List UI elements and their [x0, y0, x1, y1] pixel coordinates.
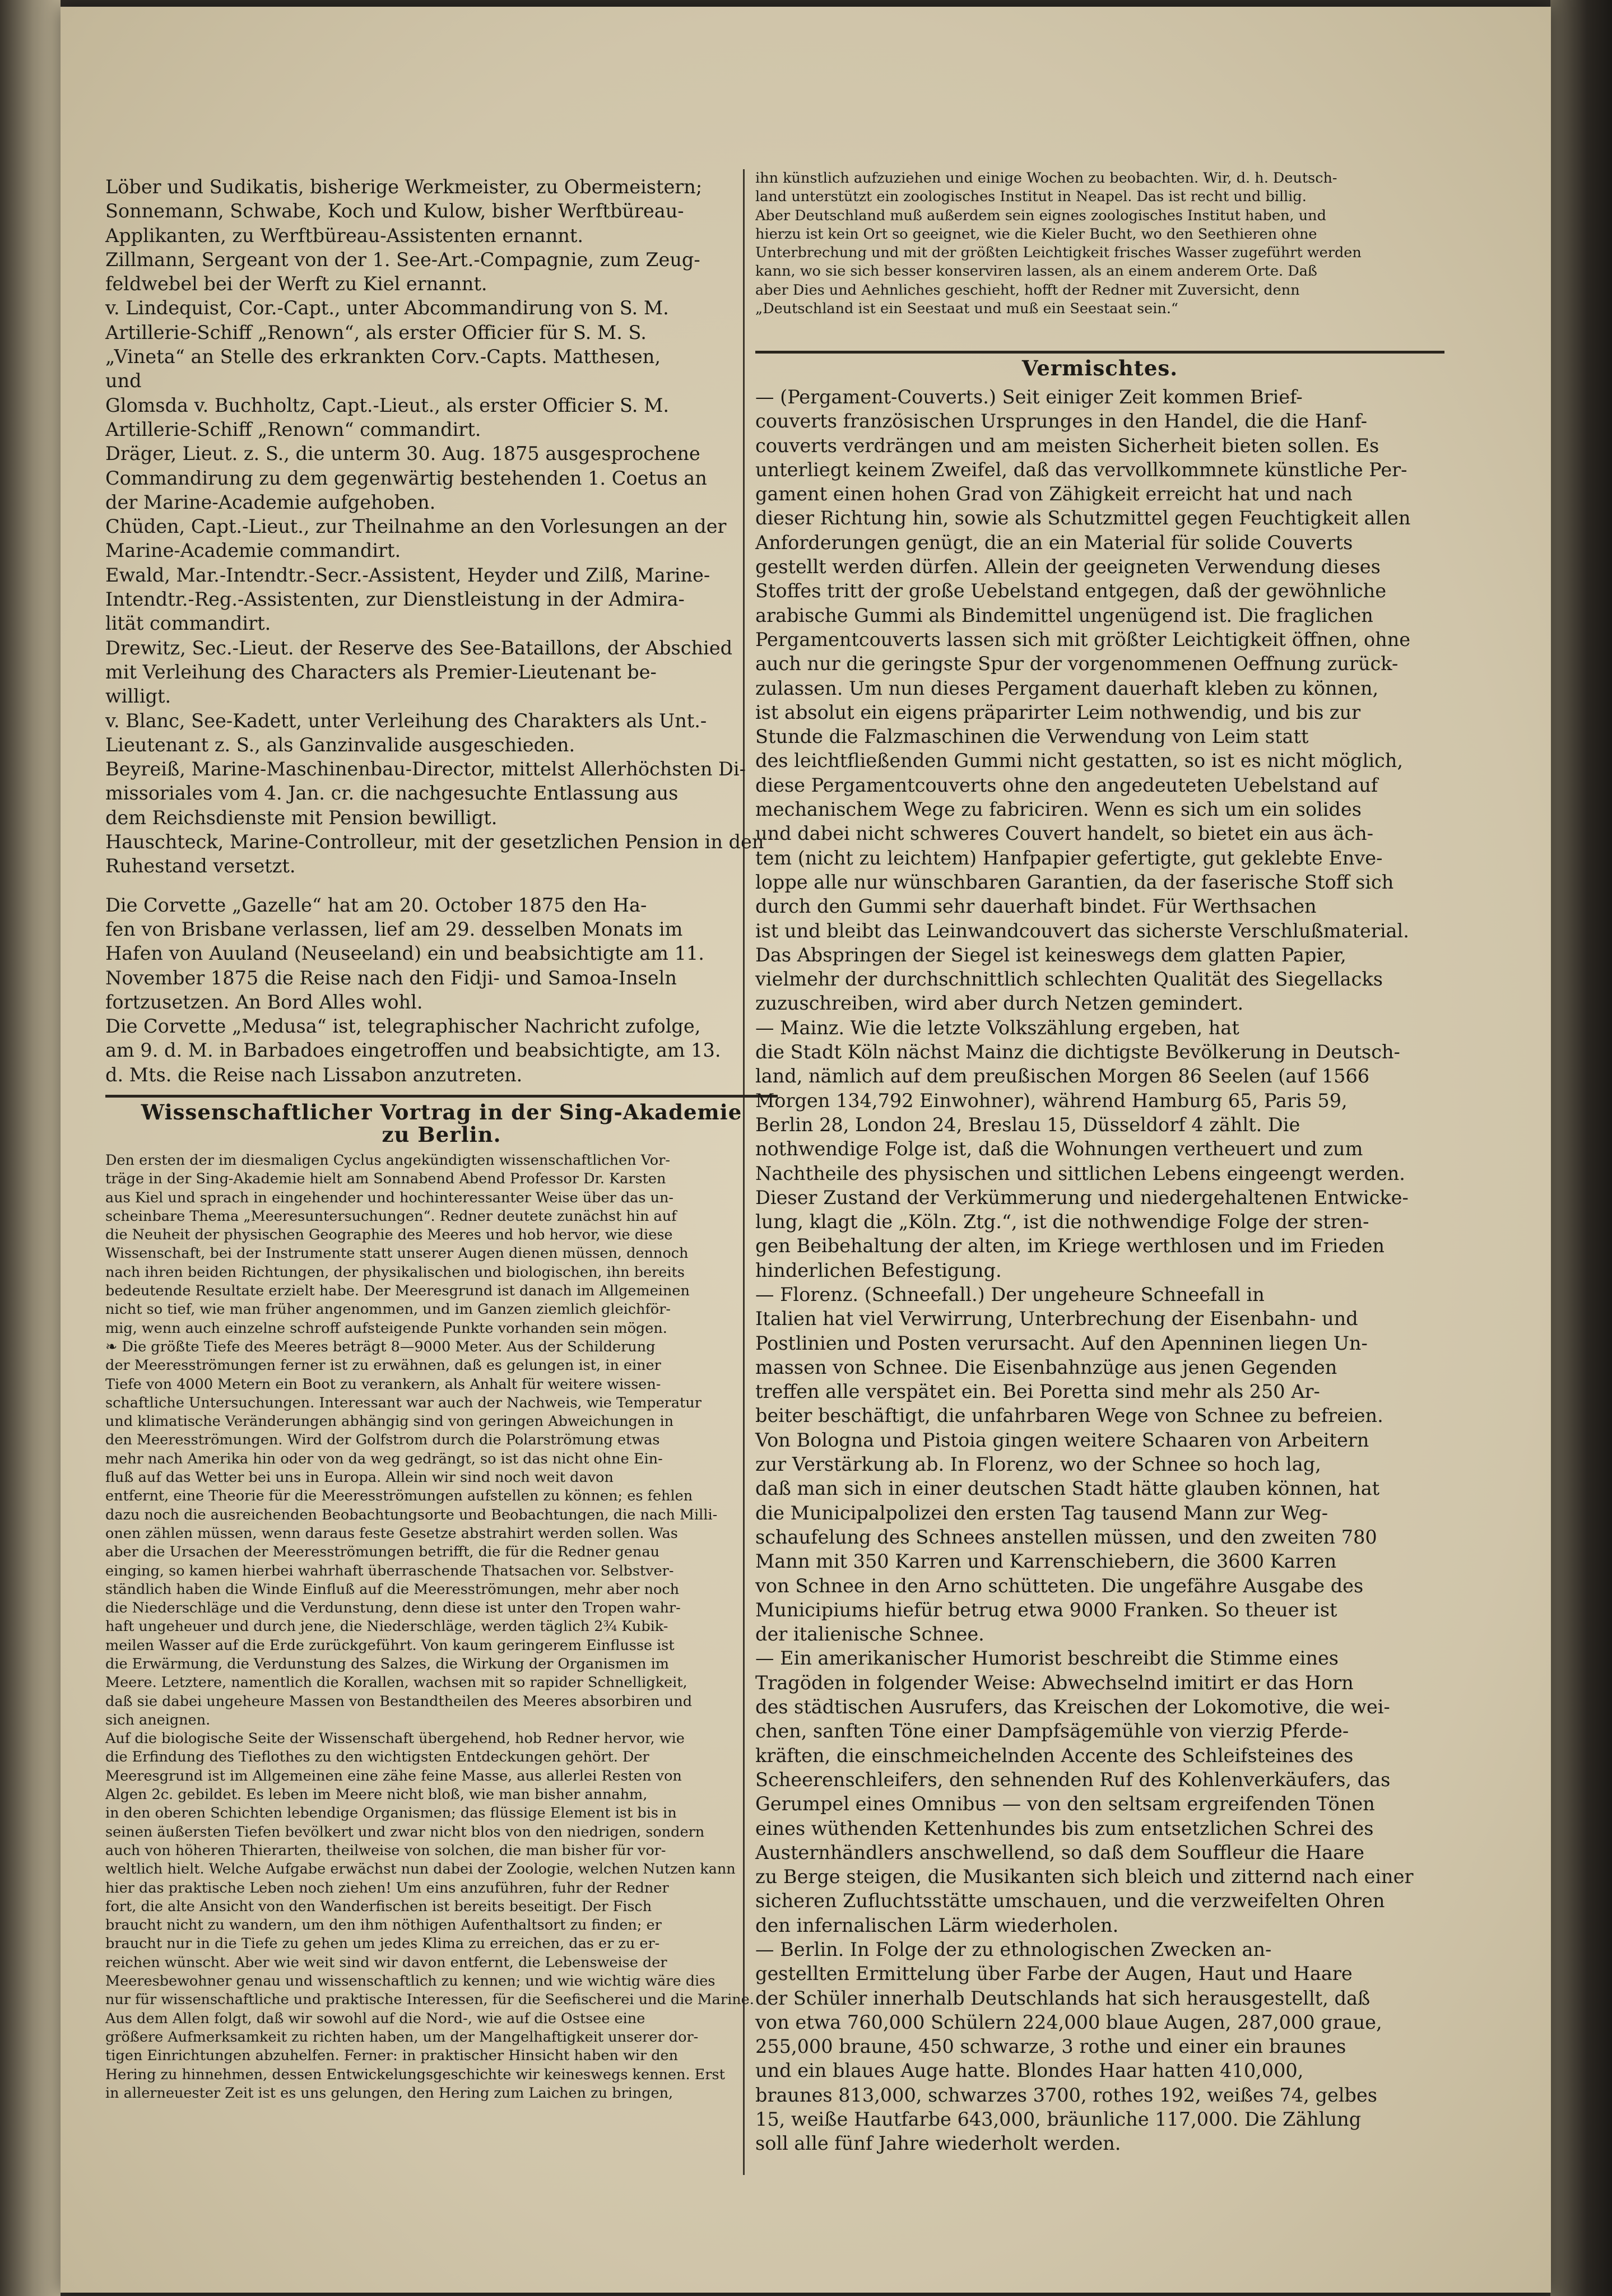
news-item: — Ein amerikanischer Humorist beschreibt die Stimme eines Tragöden in folgender Weise: Abwechselnd imitirt er das Horn des städtischen Ausrufers, das Kreischen der Lokomotive, die wei- chen, sanften Töne einer Dampfsägemühle von vierzig Pferde- kräften, die einschmeichelnden Accente des Schleifsteines des Scheerenschleifers, den sehnenden Ruf des Kohlenverkäufers, das Gerumpel eines Omnibus — von den seltsam ergreifenden Tönen eines wüthenden Kettenhundes bis zum entsetzlichen Schrei des Austernhändlers anschwellend, so daß dem Souffleur die Haare zu Berge steigen, die Musikanten sich bleich und zitternd nach einer sicheren Zufluchtsstätte umschauen, und die verzweifelten Ohren den infernalischen Lärm wiederholen. — [755, 1647, 1414, 1936]
appointment-entry: Sonnemann, Schwabe, Koch und Kulow, bisher Werftbüreau- Applikanten, zu Werftbüreau-Assistenten ernannt. — [105, 200, 684, 247]
appointment-entry: Beyreiß, Marine-Maschinenbau-Director, mittelst Allerhöchsten Di- missoriales vom 4. Jan. cr. die nachgesuchte Entlassung aus dem Reichsdienste mit Pension bewilligt. — [105, 758, 746, 829]
book-edge — [1550, 0, 1612, 2296]
news-item: — (Pergament-Couverts.) Seit einiger Zeit kommen Brief- couverts französischen Ursprunges in den Handel, die die Hanf- couverts verdrängen und am meisten Sicherheit bieten sollen. Es unterliegt keinem Zweifel, daß das vervollkommnete künstliche Per- gament einen hohen Grad von Zähigkeit erreicht hat und nach dieser Richtung hin, sowie als Schutzmittel gegen Feuchtigkeit allen Anforderungen genügt, die an ein Material für solide Couverts gestellt werden dürfen. Allein der geeigneten Verwendung dieses Stoffes tritt der große Uebelstand entgegen, daß der gewöhnliche arabische Gummi als Bindemittel ungenügend ist. Die fraglichen Pergamentcouverts lassen sich mit größter Leichtigkeit öffnen, ohne auch nur die geringste Spur der vorgenommenen Oeffnung zurück- zulassen. Um nun dieses Pergament dauerhaft kleben zu können, ist absolut ein eigens präparirter Leim nothwendig, und bis zur Stunde die Falzmaschinen die Verwendung von Leim statt des leichtfließenden Gummi nicht gestatten, so ist es nicht möglich, diese Pergamentcouverts ohne den angedeuteten Uebelstand auf mechanischem Wege zu fabriciren. Wenn es sich um ein solides und dabei nicht schweres Couvert handelt, so bietet ein aus äch- tem (nicht zu leichtem) Hanfpapier gefertigte, gut geklebte Enve- loppe alle nur wünschbaren Garantien, da der faserische Stoff sich durch den Gummi sehr dauerhaft bindet. Für Werthsachen ist und bleibt das Leinwandcouvert das sicherste Verschlußmaterial. Das Abspringen der Siegel ist keineswegs dem glatten Papier, vielmehr der durchschnittlich schlechten Qualität des Siegellacks zuzuschreiben, wird aber durch Netzen gemindert. — [755, 386, 1411, 1015]
newspaper-page — [61, 7, 1551, 2293]
right-column-top — [755, 169, 1444, 318]
appointment-entry: Zillmann, Sergeant von der 1. See-Art.-Compagnie, zum Zeug- feldwebel bei der Werft zu Kiel ernannt. — [105, 248, 700, 295]
news-item: — Florenz. (Schneefall.) Der ungeheure Schneefall in Italien hat viel Verwirrung, Unterbrechung der Eisenbahn- und Postlinien und Posten verursacht. Auf den Apenninen liegen Un- massen von Schnee. Die Eisenbahnzüge aus jenen Gegenden treffen alle verspätet ein. Bei Poretta sind mehr als 250 Ar- beiter beschäftigt, die unfahrbaren Wege von Schnee zu befreien. Von Bologna und Pistoia gingen weitere Schaaren von Arbeitern zur Verstärkung ab. In Florenz, wo der Schnee so hoch lag, daß man sich in einer deutschen Stadt hätte glauben können, hat die Municipalpolizei den ersten Tag tausend Mann zur Weg- schaufelung des Schnees anstellen müssen, und den zweiten 780 Mann mit 350 Karren und Karrenschiebern, die 3600 Karren von Schnee in den Arno schütteten. Die ungefähre Ausgabe des Municipiums hiefür betrug etwa 9000 Franken. So theuer ist der italienische Schnee. — [755, 1283, 1383, 1646]
appointment-entry: Löber und Sudikatis, bisherige Werkmeister, zu Obermeistern; — [105, 176, 703, 198]
appointment-entry: Glomsda v. Buchholtz, Capt.-Lieut., als erster Officier S. M. Artillerie-Schiff „Renown“ commandirt. — [105, 394, 670, 440]
appointment-entry: Chüden, Capt.-Lieut., zur Theilnahme an den Vorlesungen an der Marine-Academie commandirt. — [105, 515, 727, 562]
section-rule — [755, 351, 1444, 354]
previous-page-edge — [0, 0, 61, 2296]
section-rule — [105, 1095, 778, 1098]
appointment-entry: Dräger, Lieut. z. S., die unterm 30. Aug. 1875 ausgesprochene Commandirung zu dem gegenwärtig bestehenden 1. Coetus an der Marine-Academie aufgehoben. — [105, 443, 707, 513]
lecture-article-continuation: ihn künstlich aufzuziehen und einige Wochen zu beobachten. Wir, d. h. Deutsch- land unterstützt ein zoologisches Institut in Neapel. Das ist recht und billig. Aber Deutschland muß außerdem sein eignes zoologisches Institut haben, und hierzu ist kein Ort so geeignet, wie die Kieler Bucht, wo den Seethieren ohne Unterbrechung und mit der größten Leichtigkeit frisches Wasser zugeführt werden kann, wo sie sich besser konserviren lassen, als an einem anderem Orte. Daß aber Dies und Aehnliches geschieht, hofft der Redner mit Zuversicht, denn „Deutschland ist ein Seestaat und muß ein Seestaat sein.“ — [755, 170, 1362, 318]
appointment-entry: Ewald, Mar.-Intendtr.-Secr.-Assistent, Heyder und Zilß, Marine- Intendtr.-Reg.-Assistenten, zur Dienstleistung in der Admira- lität commandirt. — [105, 564, 710, 635]
news-item: — Berlin. In Folge der zu ethnologischen Zwecken an- gestellten Ermittelung über Farbe der Augen, Haut und Haare der Schüler innerhalb Deutschlands hat sich herausgestellt, daß von etwa 760,000 Schülern 224,000 blaue Augen, 287,000 graue, 255,000 braune, 450 schwarze, 3 rothe und einer ein braunes und ein blaues Auge hatte. Blondes Haar hatten 410,000, braunes 813,000, schwarzes 3700, rothes 192, weißes 74, gelbes 15, weiße Hautfarbe 643,000, bräunliche 117,000. Die Zählung soll alle fünf Jahre wiederholt werden. — [755, 1939, 1382, 2155]
news-item: — Mainz. Wie die letzte Volkszählung ergeben, hat die Stadt Köln nächst Mainz die dichtigste Bevölkerung in Deutsch- land, nämlich auf dem preußischen Morgen 86 Seelen (auf 1566 Morgen 134,792 Einwohner), während Hamburg 65, Paris 59, Berlin 28, London 24, Breslau 15, Düsseldorf 4 zählt. Die nothwendige Folge ist, daß die Wohnungen vertheuert und zum Nachtheile des physischen und sittlichen Lebens eingeengt werden. Dieser Zustand der Verkümmerung und niedergehaltenen Entwicke- lung, klagt die „Köln. Ztg.“, ist die nothwendige Folge der stren- gen Beibehaltung der alten, im Kriege werthlosen und im Frieden hinderlichen Befestigung. — [755, 1016, 1409, 1281]
appointment-entry: Hauschteck, Marine-Controlleur, mit der gesetzlichen Pension in den Ruhestand versetzt. — [105, 831, 764, 877]
lecture-article-text: Den ersten der im diesmaligen Cyclus angekündigten wissenschaftlichen Vor- träge in der Sing-Akademie hielt am Sonnabend Abend Professor Dr. Karsten aus Kiel und sprach in eingehender und hochinteressanter Weise über das un- scheinbare Thema „Meeresuntersuchungen“. Redner deutete zunächst hin auf die Neuheit der physischen Geographie des Meeres und hob hervor, wie diese Wissenschaft, bei der Instrumente statt unserer Augen dienen müssen, dennoch nach ihren beiden Richtungen, der physikalischen und biologischen, ihn bereits bedeutende Resultate erzielt habe. Der Meeresgrund ist danach im Allgemeinen nicht so tief, wie man früher angenommen, und im Ganzen ziemlich gleichför- mig, wenn auch einzelne schroff aufsteigende Punkte vorhanden sein mögen. ❧ Die größte Tiefe des Meeres beträgt 8—9000 Meter. Aus der Schilderung der Meeresströmungen ferner ist zu erwähnen, daß es gelungen ist, in einer Tiefe von 4000 Metern ein Boot zu verankern, als Anhalt für weitere wissen- schaftliche Untersuchungen. Interessant war auch der Nachweis, wie Temperatur und klimatische Veränderungen abhängig sind von geringen Abweichungen in den Meeresströmungen. Wird der Golfstrom durch die Polarströmung etwas mehr nach Amerika hin oder von da weg gedrängt, so ist das nicht ohne Ein- fluß auf das Wetter bei uns in Europa. Allein wir sind noch weit davon entfernt, eine Theorie für die Meeresströmungen aufstellen zu können; es fehlen dazu noch die ausreichenden Beobachtungsorte und Beobachtungen, die nach Milli- onen zählen müssen, wenn daraus feste Gesetze abstrahirt werden sollen. Was aber die Ursachen der Meeresströmungen betrifft, die für die Redner genau einging, so kamen hierbei wahrhaft überraschende Thatsachen vor. Selbstver- ständlich haben die Winde Einfluß auf die Meeresströmungen, mehr aber noch die Niederschläge und die Verdunstung, denn diese ist unter den Tropen wahr- haft ungeheuer und durch jene, die Niederschläge, werden täglich 2¾ Kubik- meilen Wasser auf die Erde zurückgeführt. Von kaum geringerem Einflusse ist die Erwärmung, die Verdunstung des Salzes, die Wirkung der Organismen im Meere. Letztere, namentlich die Korallen, wachsen mit so rapider Schnelligkeit, daß sie dabei ungeheure Massen von Bestandtheilen des Meeres absorbiren und sich aneignen. Auf die biologische Seite der Wissenschaft übergehend, hob Redner hervor, wie die Erfindung des Tieflothes zu den wichtigsten Entdeckungen gehört. Der Meeresgrund ist im Allgemeinen eine zähe feine Masse, aus allerlei Resten von Algen 2c. gebildet. Es leben im Meere nicht bloß, wie man bisher annahm, in den oberen Schichten lebendige Organismen; das flüssige Element ist bis in seinen äußersten Tiefen bevölkert und zwar nicht blos von den niedrigen, sondern auch von höheren Thierarten, theilweise von solchen, die man bisher für vor- weltlich hielt. Welche Aufgabe erwächst nun dabei der Zoologie, welchen Nutzen kann hier das praktische Leben noch ziehen! Um eins anzuführen, fuhr der Redner fort, die alte Ansicht von den Wanderfischen ist bereits beseitigt. Der Fisch braucht nicht zu wandern, um den ihm nöthigen Aufenthaltsort zu finden; er braucht nur in die Tiefe zu gehen um jedes Klima zu erreichen, das er zu er- reichen wünscht. Aber wie weit sind wir davon entfernt, die Lebensweise der Meeresbewohner genau und wissenschaftlich zu kennen; und wie wichtig wäre dies nur für wissenschaftliche und praktische Interessen, für die Seefischerei und die Marine. Aus dem Allen folgt, daß wir sowohl auf die Nord-, wie auf die Ostsee eine größere Aufmerksamkeit zu richten haben, um der Mangelhaftigkeit unserer dor- tigen Einrichtungen abzuhelfen. Ferner: in praktischer Hinsicht haben wir den Hering zu hinnehmen, dessen Entwickelungsgeschichte wir keineswegs kennen. Erst in allerneuester Zeit ist es uns gelungen, den Hering zum Laichen zu bringen, — [105, 1151, 754, 2102]
appointment-entry: v. Blanc, See-Kadett, unter Verleihung des Charakters als Unt.- Lieutenant z. S., als Ganzinvalide ausgeschieden. — [105, 709, 707, 756]
right-column — [755, 343, 1444, 2156]
lecture-headline: Wissenschaftlicher Vortrag in der Sing-Akademie zu Berlin. — [141, 1099, 742, 1147]
left-column — [105, 175, 778, 2103]
section-heading: Vermischtes. — [1021, 356, 1178, 380]
appointment-entry: v. Lindequist, Cor.-Capt., unter Abcommandirung von S. M. Artillerie-Schiff „Renown“, als erster Officier für S. M. S. „Vineta“ an Stelle des erkrankten Corv.-Capts. Matthesen, und — [105, 297, 669, 392]
ship-news-paragraph: Die Corvette „Gazelle“ hat am 20. October 1875 den Ha- fen von Brisbane verlassen, lief am 29. desselben Monats im Hafen von Auuland (Neuseeland) ein und beabsichtigte am 11. November 1875 die Reise nach den Fidji- und Samoa-Inseln fortzusetzen. An Bord Alles wohl. Die Corvette „Medusa“ ist, telegraphischer Nachricht zufolge, am 9. d. M. in Barbadoes eingetroffen und beabsichtigte, am 13. d. Mts. die Reise nach Lissabon anzutreten. — [105, 894, 721, 1086]
appointment-entry: Drewitz, Sec.-Lieut. der Reserve des See-Bataillons, der Abschied mit Verleihung des Characters als Premier-Lieutenant be- willigt. — [105, 636, 733, 708]
